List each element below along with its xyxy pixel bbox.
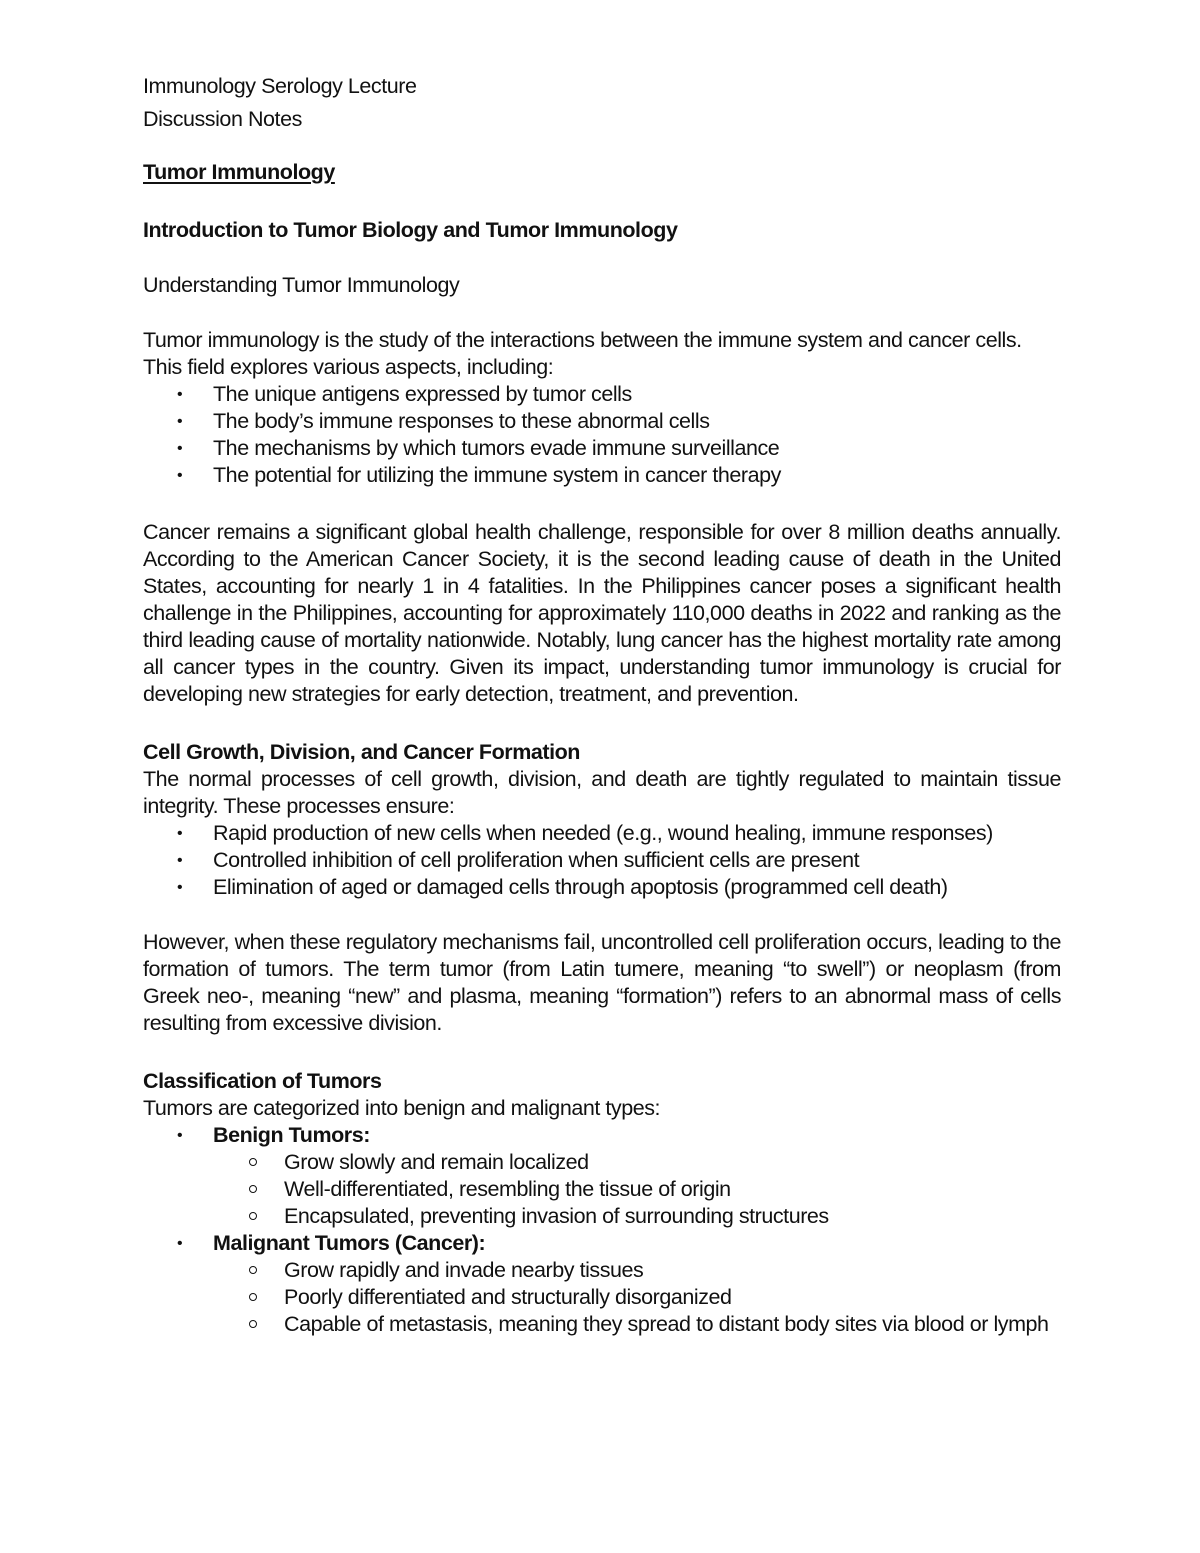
intro-paragraph: Tumor immunology is the study of the interactions between the immune system and cancer cells. This field explores various aspects, including:: [143, 328, 1022, 379]
malignant-tumors-sublist: [213, 1257, 1061, 1338]
cell-growth-heading: Cell Growth, Division, and Cancer Formation: [143, 740, 580, 764]
list-item: Encapsulated, preventing invasion of surrounding structures: [213, 1203, 1061, 1230]
list-item: [143, 1122, 1061, 1230]
list-item: Grow slowly and remain localized: [213, 1149, 1061, 1176]
tumor-formation-paragraph: However, when these regulatory mechanisms fail, uncontrolled cell proliferation occurs, leading to the formation of tumors. The term tumor (from Latin tumere, meaning “to swell”) or neoplasm (from Greek neo-, meaning “new” and plasma, meaning “formation”) refers to an abnormal mass of cells resulting from excessive division.: [143, 930, 1061, 1035]
bullet-icon: •: [177, 825, 183, 842]
bullet-icon: •: [177, 852, 183, 869]
list-item: • The potential for utilizing the immune system in cancer therapy: [177, 463, 781, 487]
list-item: Capable of metastasis, meaning they spread to distant body sites via blood or lymph: [213, 1311, 1061, 1338]
list-item: • Controlled inhibition of cell proliferation when sufficient cells are present: [177, 848, 860, 872]
course-name: Immunology Serology Lecture: [143, 74, 417, 98]
bullet-icon: •: [177, 440, 183, 457]
bullet-icon: •: [177, 1127, 183, 1144]
list-item: Grow rapidly and invade nearby tissues: [213, 1257, 1061, 1284]
list-item: • The mechanisms by which tumors evade immune surveillance: [177, 436, 780, 460]
classification-heading: Classification of Tumors: [143, 1069, 382, 1093]
cell-growth-paragraph: The normal processes of cell growth, division, and death are tightly regulated to maintain tissue integrity. These processes ensure:: [143, 767, 1061, 818]
page-title: Tumor Immunology: [143, 160, 335, 184]
tumor-types-list: [143, 1122, 1061, 1338]
benign-tumors-label: Benign Tumors:: [213, 1123, 370, 1147]
list-item: • Elimination of aged or damaged cells through apoptosis (programmed cell death): [177, 875, 948, 899]
circle-bullet-icon: [249, 1293, 257, 1301]
bullet-icon: •: [177, 386, 183, 403]
document-page: [143, 70, 1061, 1338]
list-item: Poorly differentiated and structurally disorganized: [213, 1284, 1061, 1311]
benign-tumors-sublist: [213, 1149, 1061, 1230]
intro-subheading: Understanding Tumor Immunology: [143, 273, 460, 297]
circle-bullet-icon: [249, 1212, 257, 1220]
list-item: • The body’s immune responses to these abnormal cells: [177, 409, 710, 433]
intro-bullet-list: [143, 381, 1061, 489]
classification-paragraph: Tumors are categorized into benign and malignant types:: [143, 1096, 661, 1120]
notes-subtitle: Discussion Notes: [143, 107, 302, 131]
bullet-icon: •: [177, 467, 183, 484]
circle-bullet-icon: [249, 1266, 257, 1274]
bullet-icon: •: [177, 413, 183, 430]
circle-bullet-icon: [249, 1320, 257, 1328]
bullet-icon: •: [177, 1235, 183, 1252]
bullet-icon: •: [177, 879, 183, 896]
list-item: [143, 1230, 1061, 1338]
intro-heading: Introduction to Tumor Biology and Tumor Immunology: [143, 218, 678, 242]
list-item: • The unique antigens expressed by tumor cells: [177, 382, 632, 406]
list-item: Well-differentiated, resembling the tissue of origin: [213, 1176, 1061, 1203]
malignant-tumors-label: Malignant Tumors (Cancer):: [213, 1231, 486, 1255]
cancer-statistics-paragraph: Cancer remains a significant global health challenge, responsible for over 8 million deaths annually. According to the American Cancer Society, it is the second leading cause of death in the United States, accounting for nearly 1 in 4 fatalities. In the Philippines cancer poses a significant health challenge in the Philippines, accounting for approximately 110,000 deaths in 2022 and ranking as the third leading cause of mortality nationwide. Notably, lung cancer has the highest mortality rate among all cancer types in the country. Given its impact, understanding tumor immunology is crucial for developing new strategies for early detection, treatment, and prevention.: [143, 520, 1061, 706]
cell-growth-bullet-list: [143, 820, 1061, 901]
list-item: • Rapid production of new cells when needed (e.g., wound healing, immune responses): [177, 821, 993, 845]
circle-bullet-icon: [249, 1158, 257, 1166]
circle-bullet-icon: [249, 1185, 257, 1193]
